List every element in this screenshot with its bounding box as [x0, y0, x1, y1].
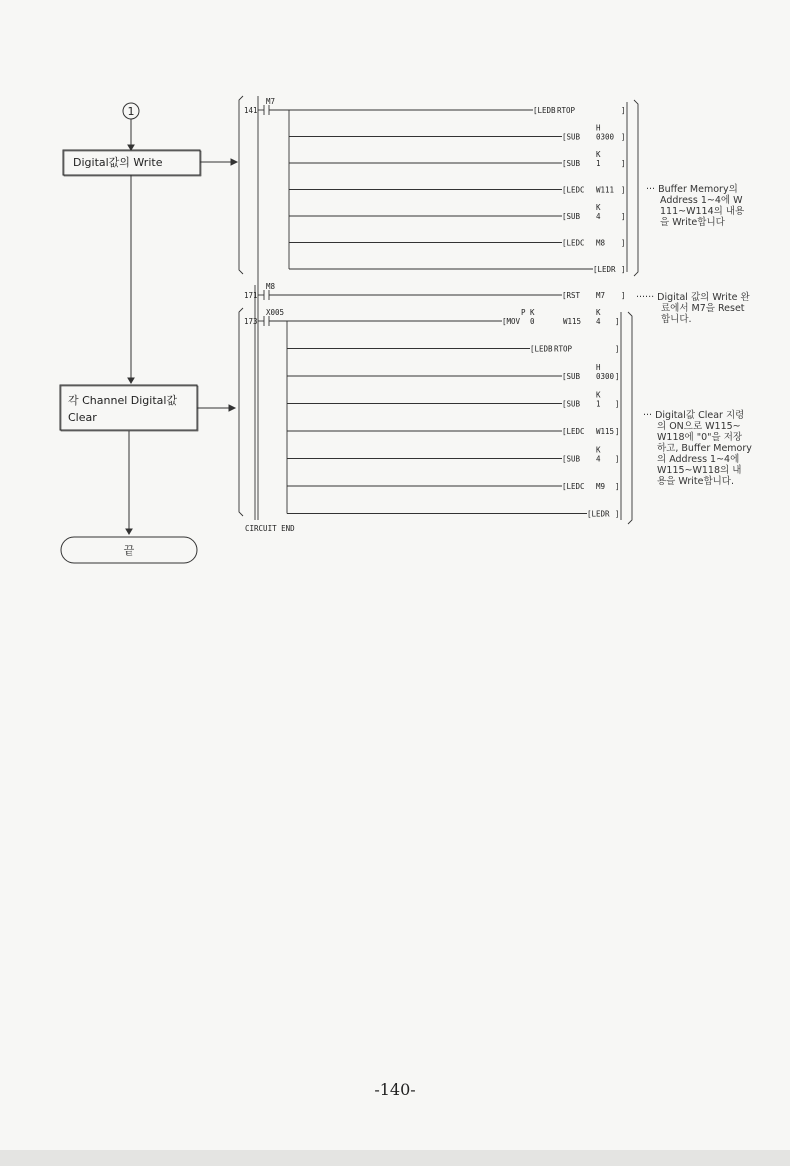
note-write	[646, 184, 784, 228]
instruction-close: ]	[621, 159, 626, 168]
instruction-close: ]	[621, 291, 626, 300]
instruction-arg: M8	[596, 238, 606, 248]
instruction-op: [SUB	[562, 159, 581, 168]
left-bracket-block-2	[239, 308, 243, 516]
note-line: W118에 "0"을 저장	[657, 432, 743, 443]
instruction-arg: W111	[596, 185, 615, 195]
instruction-arg: 0300	[596, 132, 615, 142]
instruction-close: ]	[615, 482, 620, 491]
instruction-op: [LEDC	[562, 482, 585, 491]
instruction-op: [SUB	[562, 132, 581, 142]
instruction-close: ]	[621, 185, 626, 195]
note-line: 111~W114의 내용	[660, 206, 745, 217]
instruction-arg: 4	[596, 317, 601, 326]
instruction-op: [LEDB	[533, 106, 556, 115]
contact-label: M7	[266, 97, 276, 106]
note-line: ··· Digital값 Clear 지령	[643, 410, 745, 421]
instruction-close: ]	[615, 509, 620, 519]
instruction-arg: 4	[596, 454, 601, 464]
flowchart	[60, 103, 237, 563]
note-line: W115~W118의 내	[657, 465, 742, 476]
note-line: 의 ON으로 W115~	[657, 421, 741, 432]
note-clear	[643, 410, 785, 487]
instruction-prefix: P K	[521, 308, 535, 317]
note-line: ······ Digital 값의 Write 완	[636, 292, 750, 303]
instruction-op: [LEDR	[587, 509, 610, 519]
instruction-arg: 4	[596, 212, 601, 221]
instruction-close: ]	[621, 265, 626, 274]
box-clear-label-2: Clear	[68, 411, 97, 424]
instruction-op: [LEDC	[562, 427, 585, 436]
instruction-arg: 1	[596, 159, 601, 168]
ladder-elements	[244, 97, 626, 519]
note-line: 하고, Buffer Memory	[657, 443, 752, 454]
instruction-arg: H	[596, 123, 601, 133]
instruction-close: ]	[621, 132, 626, 142]
arrowhead-3	[126, 529, 132, 534]
terminator-label: 끝	[123, 544, 135, 557]
note-line: 을 Write합니다	[660, 217, 725, 228]
instruction-arg: RTOP	[554, 344, 573, 354]
instruction-arg: M9	[596, 482, 606, 491]
instruction-arg: W115	[596, 427, 615, 436]
instruction-close: ]	[615, 317, 620, 326]
instruction-arg: K	[596, 445, 601, 455]
right-bracket-block-2	[628, 312, 632, 524]
note-line: 의 Address 1~4에	[657, 454, 740, 465]
connector-label: 1	[127, 105, 135, 118]
process-box-clear-shadow	[61, 386, 198, 431]
instruction-close: ]	[621, 238, 626, 248]
instruction-close: ]	[621, 106, 626, 115]
right-bracket-block-1	[634, 100, 638, 276]
arrowhead-2	[128, 378, 134, 383]
circuit-end-label: CIRCUIT END	[245, 524, 295, 533]
instruction-arg: K	[596, 150, 601, 159]
instruction-op: [SUB	[562, 399, 581, 409]
arrowhead-1	[128, 145, 134, 150]
arrowhead-link-write	[231, 159, 237, 165]
box-write-label: Digital값의 Write	[73, 156, 163, 169]
left-bracket-block-1	[239, 96, 243, 274]
instruction-close: ]	[615, 427, 620, 436]
page-number: -140-	[374, 1080, 416, 1099]
instruction-op: [SUB	[562, 372, 581, 381]
contact-label: X005	[266, 308, 285, 317]
step-number: 171	[244, 291, 258, 300]
note-line: Address 1~4에 W	[660, 195, 743, 206]
instruction-op: [SUB	[562, 212, 581, 221]
scan-edge-band	[0, 1150, 790, 1166]
instruction-arg: K	[596, 390, 601, 400]
instruction-arg: 1	[596, 399, 601, 409]
instruction-close: ]	[615, 399, 620, 409]
instruction-op: [LEDR	[593, 265, 616, 274]
instruction-arg: 0	[530, 317, 535, 326]
instruction-arg: W115	[563, 317, 582, 326]
step-number: 173	[244, 317, 258, 326]
instruction-arg: K	[596, 203, 601, 212]
note-line: 료에서 M7을 Reset	[661, 303, 745, 314]
instruction-op: [LEDC	[562, 185, 585, 195]
note-line: ··· Buffer Memory의	[646, 184, 738, 195]
instruction-op: [LEDC	[562, 238, 585, 248]
instruction-op: [SUB	[562, 454, 581, 464]
instruction-arg: M7	[596, 291, 606, 300]
note-line: 용을 Write합니다.	[657, 476, 735, 487]
instruction-close: ]	[615, 372, 620, 381]
instruction-close: ]	[621, 212, 626, 221]
instruction-arg: K	[596, 308, 601, 317]
note-line: 합니다.	[661, 314, 692, 325]
box-clear-label-1: 각 Channel Digital값	[68, 394, 178, 407]
step-number: 141	[244, 106, 258, 115]
instruction-close: ]	[615, 454, 620, 464]
instruction-op: [RST	[562, 291, 581, 300]
instruction-op: [LEDB	[530, 344, 553, 354]
instruction-close: ]	[615, 344, 620, 354]
instruction-arg: 0300	[596, 372, 615, 381]
arrowhead-link-clear	[229, 405, 235, 411]
contact-label: M8	[266, 282, 276, 291]
instruction-arg: RTOP	[557, 106, 576, 115]
note-reset	[636, 292, 786, 325]
instruction-op: [MOV	[502, 317, 521, 326]
instruction-arg: H	[596, 363, 601, 372]
